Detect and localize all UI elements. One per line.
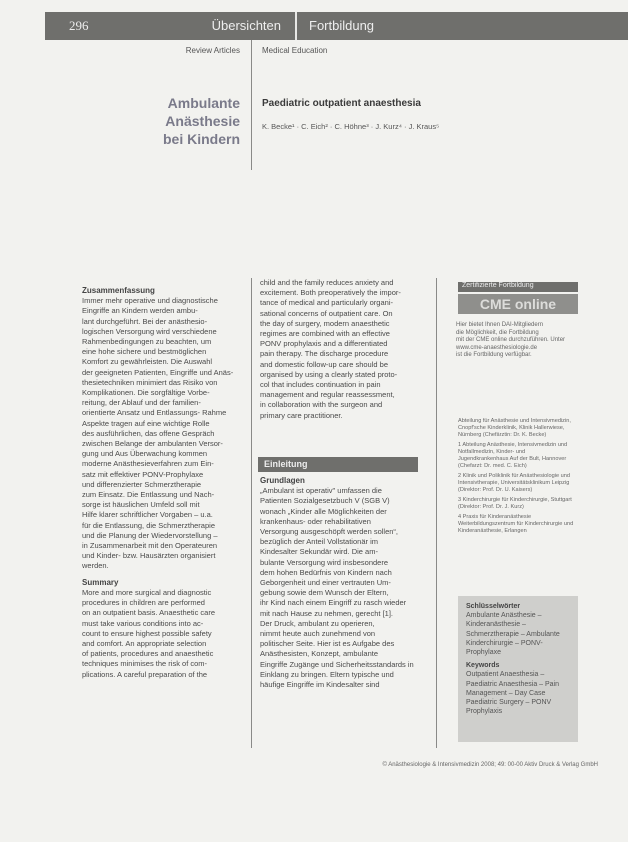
abstract-heading: Zusammenfassung [82,286,155,295]
cme-intro-line: mit der CME online durchzuführen. Unter [456,337,566,344]
text-line: und differenzierter Schmerztherapie [82,479,202,489]
text-line: orientierte Ansatz und Entlassungs- Rahme [82,408,227,418]
page-number: 296 [69,18,89,33]
header-divider [295,12,297,40]
text-line: col that includes continuation in pain [260,380,381,390]
cme-intro [456,322,576,360]
keywords-de: Ambulante Anästhesie – Kinderanästhesie – Schmerztherapie – Ambulante Kinderchirurgie – PONV-Prophylaxe [466,612,560,657]
text-line: management and regular reassessment, [260,390,395,400]
keywords-heading-de: Schlüsselwörter [466,603,521,610]
text-line: sorge ist häuslichen Umfeld soll mit [82,500,200,510]
text-line: bulante Versorgung wird insbesondere [260,557,389,567]
text-line: techniques minimises the risk of com- [82,659,208,669]
text-column-divider [251,278,252,748]
introduction-text [260,486,418,690]
section-heading-introduction: Einleitung [258,457,418,472]
text-line: für die Entlassung, die Schmerztherapie [82,520,215,530]
summary-en-text [82,588,242,680]
text-line: der geeigneten Patienten, Eingriffe und Anäs- [82,367,234,377]
text-line: PONV prophylaxis and a differentiated [260,339,388,349]
text-line: excitement. Both preoperatively the impor- [260,288,401,298]
cme-intro-line: Hier bietet Ihnen DAI-Mitgliedern [456,322,544,328]
text-line: und Kinder- bzw. Hausärzten organisiert [82,551,216,561]
summary-heading: Summary [82,577,119,587]
text-line: mit nach Hause zu nehmen, gerecht [1]. [260,608,393,618]
text-line: satz mit effektiver PONV-Prophylaxe [82,469,204,479]
text-line: wonach „Kinder alle Möglichkeiten der [260,506,387,516]
section-label-de: Übersichten [211,18,281,33]
cme-title: CME online [458,294,578,314]
text-line: Eingriffe Zugänge und Sicherheitsstandards in [260,659,414,669]
article-title-de [90,94,240,148]
abstract-de-text [82,296,242,571]
text-line: Patienten Sozialgesetzbuch V (SGB V) [260,496,390,506]
text-line: primary care practitioner. [260,410,343,420]
subheader-left: Review Articles [185,46,240,55]
text-line: lant durchgeführt. Bei der anästhesio- [82,316,208,326]
text-line: and domestic follow-up care should be [260,359,388,369]
text-line: sational concerns of outpatient care. On [260,308,393,318]
title-de-line1: Ambulante Anästhesie [165,95,240,129]
text-line: Immer mehr operative und diagnostische [82,296,218,306]
affiliation-item: 1 Abteilung Anästhesie, Intensivmedizin und Notfallmedizin, Kinder- und Jugendkrankenhaus Auf der Bult, Hannover (Chefarzt: Dr. med. C. Eich) [458,442,568,469]
affiliation-item: 3 Kinderchirurgie für Kinderchirurgie, Stuttgart (Direktor: Prof. Dr. J. Kurz) [458,497,572,510]
cme-intro-line: www.cme-anaesthesiologie.de [456,344,538,351]
text-line: and comfort. An appropriate selection [82,638,207,648]
text-line: Kindesalter Sekundär wird. Die am- [260,547,378,557]
text-line: Versorgung ausgeschöpft werden sollen“, [260,527,399,537]
abstract-column [82,282,242,680]
text-line: in Zusammenarbeit mit den Operateuren [82,541,218,551]
cme-intro-line: ist die Fortbildung verfügbar. [456,352,532,359]
text-line: gebung sowie dem Wunsch der Eltern, [260,588,389,598]
text-line: Rahmenbedingungen zu beachten, um [82,337,212,347]
text-line: Der Druck, ambulant zu operieren, [260,618,375,628]
text-line: on an outpatient basis. Anaesthetic care [82,608,216,618]
article-title-en: Paediatric outpatient anaesthesia [262,98,421,109]
text-line: Eingriffe an Kindern werden ambu- [82,306,198,316]
text-line: Anästhesisten, Konzept, ambulante [260,649,378,659]
text-line: thesietechniken minimiert das Risiko von [82,377,218,387]
text-line: nimmt heute auch zunehmend von [260,629,376,639]
text-line: reitung, der Ablauf und der familien- [82,398,201,408]
text-line: des ausführlichen, das offene Gespräch [82,428,215,438]
affiliation-item: 4 Praxis für Kinderanästhesie Weiterbildungszentrum für Kinderchirurgie und Kinderanästhesie, Erlangen [458,514,574,534]
title-de-line2: bei Kindern [162,131,240,147]
text-line: child and the family reduces anxiety and [260,278,394,287]
text-line: Geborgenheit und einer vertrauten Um- [260,578,391,588]
text-line: gung und Aus Überwachung kommen [82,449,208,459]
text-line: procedures in children are performed [82,598,205,608]
affiliation-item: Abteilung für Anästhesie und Intensivmedizin, Cnopf'sche Kinderklinik, Klinik Hallerwiese, Nürnberg (Chefärztin: Dr. K. Becke) [458,418,571,438]
text-line: in collaboration with the surgeon and [260,400,383,410]
keywords-box [458,596,578,742]
keywords-heading-en: Keywords [466,662,500,670]
text-line: bezüglich der Anteil Vollstationär im [260,537,378,547]
text-line: must take various conditions into ac- [82,618,204,628]
text-line: „Ambulant ist operativ" umfassen die [260,486,382,496]
text-line: häufige Eingriffe im Kindesalter sind [260,680,380,690]
text-line: Hilfe klarer schriftlicher Vorgaben – u.a. [82,510,213,520]
text-line: eine hohe sichere und bestmöglichen [82,347,207,357]
text-line: regimes are combined with an effective [260,329,390,339]
cme-intro-line: die Möglichkeit, die Fortbildung [456,329,539,336]
author-list: K. Becke¹ · C. Eich² · C. Höhne³ · J. Kurz⁴ · J. Kraus⁵ [262,122,440,131]
subheading-basics: Grundlagen [260,476,305,485]
affiliation-item: 2 Klinik und Poliklinik für Anästhesiologie und Intensivtherapie, Universitätsklinikum Leipzig (Direktor: Prof. Dr. U. Kaisers) [458,473,570,493]
text-line: politischer Seite. Hier ist es Aufgabe des [260,639,395,649]
text-line: organised by using a clearly stated proto- [260,369,398,379]
text-line: plications. A careful preparation of the [82,669,208,679]
summary-continued-column [260,278,418,421]
text-line: krankenhaus- oder rehabilitativen [260,516,371,526]
keywords-en: Outpatient Anaesthesia – Paediatric Anaesthesia – Pain Management – Day Case Paediatric Surgery – PONV Prophylaxis [466,671,560,716]
text-line: count to ensure highest possible safety [82,628,212,638]
affiliations-list [458,418,576,538]
text-line: Komfort zu gewährleisten. Die Auswahl [82,357,213,367]
text-line: Aspekte tragen auf eine wichtige Rolle [82,418,210,428]
text-line: pain therapy. The discharge procedure [260,349,389,359]
cme-label: Zertifizierte Fortbildung [458,282,578,292]
text-line: ihr Kind nach einem Eingriff zu rasch wieder [260,598,407,608]
text-line: More and more surgical and diagnostic [82,587,212,597]
running-header [45,12,628,40]
title-column-divider [251,40,252,170]
text-line: Komplikationen. Die sorgfältige Vorbe- [82,388,210,398]
section-label-en: Fortbildung [309,18,375,33]
introduction-column [260,476,418,690]
text-line: werden. [82,561,109,571]
page-footer: © Anästhesiologie & Intensivmedizin 2008; 49: 00-00 Aktiv Druck & Verlag GmbH [382,762,598,768]
text-line: logischen Versorgung wird verschiedene [82,326,217,336]
text-line: dem hohen Bedürfnis von Kindern nach [260,567,392,577]
subheader-right: Medical Education [262,46,328,55]
text-line: the day of surgery, modern anaesthetic [260,318,390,328]
text-line: Einklang zu bringen. Eltern typische und [260,669,394,679]
text-line: moderne Anästhesieverfahren zum Ein- [82,459,214,469]
text-line: zwischen Belange der ambulanten Versor- [82,439,223,449]
summary-continued-text [260,278,418,421]
text-line: of patients, procedures and anaesthetic [82,649,214,659]
text-line: zum Einsatz. Die Entlassung und Nach- [82,490,215,500]
text-line: tance of medical and particularly organi- [260,298,393,308]
text-line: und die Planung der Wiedervorstellung – [82,530,218,540]
sidebar-divider [436,278,437,748]
